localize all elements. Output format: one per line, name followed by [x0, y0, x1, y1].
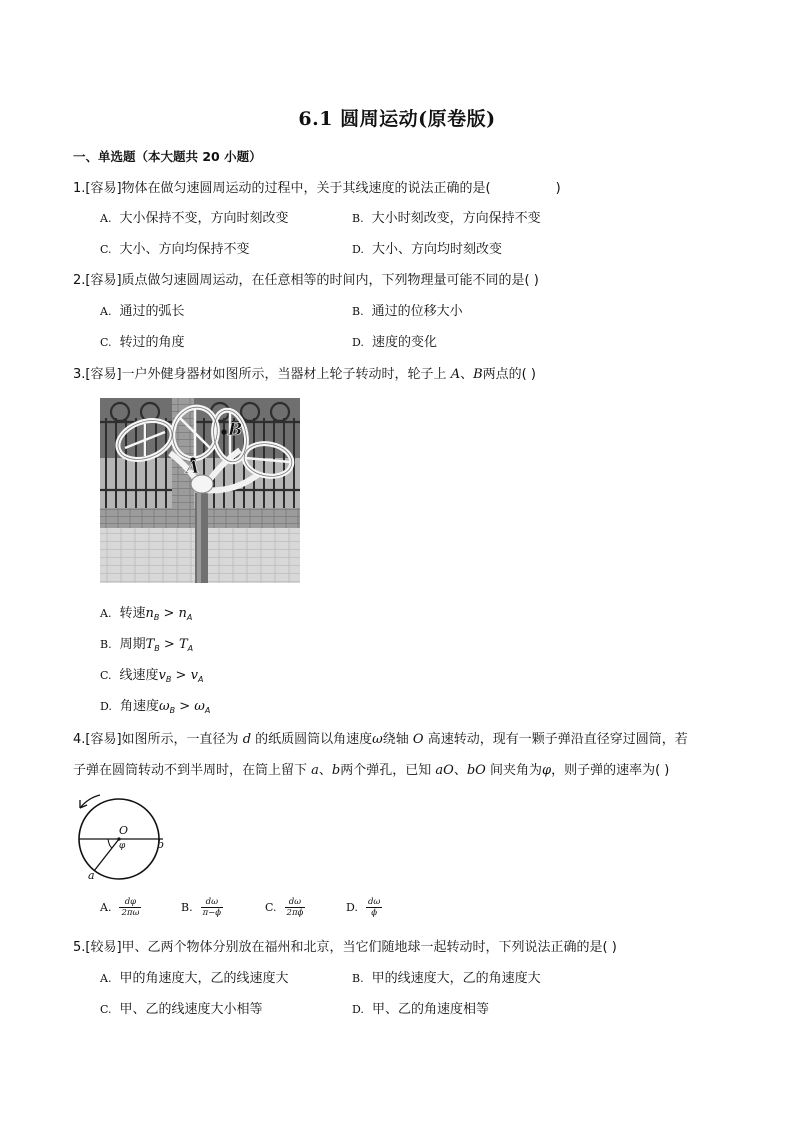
stem-text: ，则子弹的速率为( ) [551, 763, 670, 778]
label-o: O [119, 824, 129, 837]
question-5-stem: 5.[较易]甲、乙两个物体分别放在福州和北京，当它们随地球一起转动时，下列说法正确的是( ) [73, 940, 617, 955]
stem-text: 的纸质圆筒以角速度 [251, 732, 373, 747]
option-operator: > [159, 606, 179, 621]
photo-label-a: A [186, 458, 200, 478]
option-rhs: T [178, 637, 188, 652]
radius-ao-line [94, 839, 119, 871]
option-text: 速度的变化 [371, 335, 437, 350]
option-lhs-sub: B [154, 644, 160, 653]
question-1-option-b[interactable] [352, 207, 541, 226]
option-rhs: n [178, 606, 187, 621]
option-fraction [285, 897, 306, 918]
option-text: 通过的位移大小 [371, 304, 463, 319]
stem-text: 间夹角为 [485, 763, 542, 778]
option-text: 线速度 [119, 668, 159, 683]
option-lhs: ω [158, 699, 170, 714]
fraction-denominator: π−ϕ [202, 908, 222, 918]
fitness-equipment-photo [100, 398, 300, 583]
question-3-option-c[interactable] [100, 664, 203, 684]
question-1-stem: 1.[容易]物体在做匀速圆周运动的过程中，关于其线速度的说法正确的是( ) [73, 181, 561, 196]
question-5-option-a[interactable] [100, 967, 288, 986]
label-a: a [88, 869, 95, 880]
option-rhs: ω [194, 699, 205, 714]
question-4-stem-line-2 [73, 759, 669, 778]
option-text: 周期 [119, 637, 146, 652]
option-label: C. [100, 1003, 112, 1016]
label-b: b [157, 838, 165, 851]
photo-label-b: B [228, 420, 243, 440]
question-5-option-c[interactable] [100, 998, 263, 1017]
option-label: A. [100, 305, 112, 318]
question-4-option-c[interactable] [265, 897, 305, 918]
fraction-numerator: dω [201, 897, 224, 908]
question-2-option-b[interactable] [352, 300, 463, 319]
question-4-option-a[interactable] [100, 897, 141, 918]
option-label: B. [100, 638, 112, 651]
stem-text: 、 [453, 763, 467, 778]
option-label: C. [265, 901, 277, 914]
var-omega: ω [372, 732, 383, 747]
stem-text: 4.[容易]如图所示，一直径为 [73, 732, 243, 747]
option-label: D. [346, 901, 358, 914]
question-2-option-a[interactable] [100, 300, 184, 319]
option-label: A. [100, 212, 112, 225]
section-heading: 一、单选题（本大题共 20 小题） [73, 149, 262, 164]
option-lhs: T [145, 637, 155, 652]
option-rhs: v [190, 668, 198, 683]
option-text: 甲的角速度大，乙的线速度大 [119, 971, 289, 986]
option-text: 大小时刻改变，方向保持不变 [371, 211, 541, 226]
option-text: 转过的角度 [119, 335, 185, 350]
option-lhs-sub: B [165, 675, 172, 684]
stem-text: 高速转动，现有一颗子弹沿直径穿过圆筒，若 [423, 732, 688, 747]
option-rhs-sub: A [204, 706, 211, 715]
option-lhs: n [145, 606, 154, 621]
fraction-denominator: 2πω [121, 908, 140, 918]
var-bo: bO [466, 763, 486, 778]
option-label: C. [100, 336, 112, 349]
question-2-option-d[interactable] [352, 331, 437, 350]
option-label: D. [100, 700, 112, 713]
fraction-numerator: dω [367, 897, 381, 907]
option-text: 角速度 [119, 699, 159, 714]
option-text: 甲、乙的角速度相等 [371, 1002, 489, 1017]
cylinder-diagram [70, 788, 180, 880]
option-text: 大小保持不变，方向时刻改变 [119, 211, 289, 226]
option-label: B. [352, 212, 364, 225]
question-4-stem-line-1 [73, 728, 688, 747]
question-3-option-d[interactable] [100, 695, 210, 715]
option-rhs-sub: A [186, 613, 193, 622]
option-rhs-sub: A [197, 675, 204, 684]
option-fraction [366, 897, 382, 918]
option-lhs-sub: B [153, 613, 160, 622]
var-a: a [311, 763, 319, 778]
option-operator: > [171, 668, 191, 683]
option-text: 大小、方向均保持不变 [119, 242, 250, 257]
fraction-numerator: dφ [119, 897, 141, 908]
option-fraction [201, 897, 224, 918]
option-operator: > [175, 699, 195, 714]
question-2-option-c[interactable] [100, 331, 185, 350]
option-lhs: v [158, 668, 166, 683]
point-b-label: B [473, 367, 483, 382]
question-1-option-c[interactable] [100, 238, 250, 257]
option-text: 转速 [119, 606, 146, 621]
question-1-option-d[interactable] [352, 238, 502, 257]
stem-text: 两点的( ) [482, 367, 536, 382]
fraction-numerator: dω [285, 897, 306, 908]
stem-text: 3.[容易]一户外健身器材如图所示，当器材上轮子转动时，轮子上 [73, 367, 451, 382]
option-fraction [119, 897, 141, 918]
option-label: D. [352, 243, 364, 256]
var-o: O [412, 732, 424, 747]
option-text: 甲的线速度大，乙的角速度大 [371, 971, 541, 986]
var-b: b [331, 763, 341, 778]
question-3-stem [73, 363, 536, 382]
page-title: 6.1 圆周运动(原卷版) [298, 108, 496, 130]
option-label: C. [100, 243, 112, 256]
option-label: A. [100, 607, 112, 620]
question-4-option-d[interactable] [346, 897, 382, 918]
option-label: B. [181, 901, 193, 914]
stem-text: 绕轴 [382, 732, 413, 747]
stem-text: 、 [318, 763, 332, 778]
option-label: B. [352, 972, 364, 985]
option-rhs-sub: A [187, 644, 194, 653]
var-ao: aO [435, 763, 454, 778]
var-phi: φ [541, 763, 552, 778]
option-label: C. [100, 669, 112, 682]
option-text: 大小、方向均时刻改变 [371, 242, 502, 257]
option-operator: > [159, 637, 179, 652]
question-4-option-b[interactable] [181, 897, 223, 918]
point-b-marker [221, 429, 226, 434]
fraction-denominator: ϕ [371, 908, 378, 918]
stem-separator: 、 [460, 367, 474, 382]
option-label: D. [352, 336, 364, 349]
question-3-option-b[interactable] [100, 633, 193, 653]
option-lhs-sub: B [169, 706, 176, 715]
option-text: 通过的弧长 [119, 304, 185, 319]
question-1-option-a[interactable] [100, 207, 288, 226]
option-label: D. [352, 1003, 364, 1016]
label-phi: φ [119, 841, 126, 851]
angle-arc [108, 839, 112, 848]
option-label: A. [100, 972, 112, 985]
option-text: 甲、乙的线速度大小相等 [119, 1002, 263, 1017]
stem-text: 子弹在圆筒转动不到半周时，在筒上留下 [73, 763, 312, 778]
option-label: A. [100, 901, 112, 914]
question-5-option-b[interactable] [352, 967, 541, 986]
point-a-label: A [450, 367, 461, 382]
question-3-option-a[interactable] [100, 602, 192, 622]
stem-text: 两个弹孔，已知 [340, 763, 436, 778]
var-d: d [242, 732, 252, 747]
question-5-option-d[interactable] [352, 998, 489, 1017]
fraction-denominator: 2πϕ [286, 908, 304, 918]
question-2-stem: 2.[容易]质点做匀速圆周运动，在任意相等的时间内，下列物理量可能不同的是( ) [73, 273, 539, 288]
option-label: B. [352, 305, 364, 318]
